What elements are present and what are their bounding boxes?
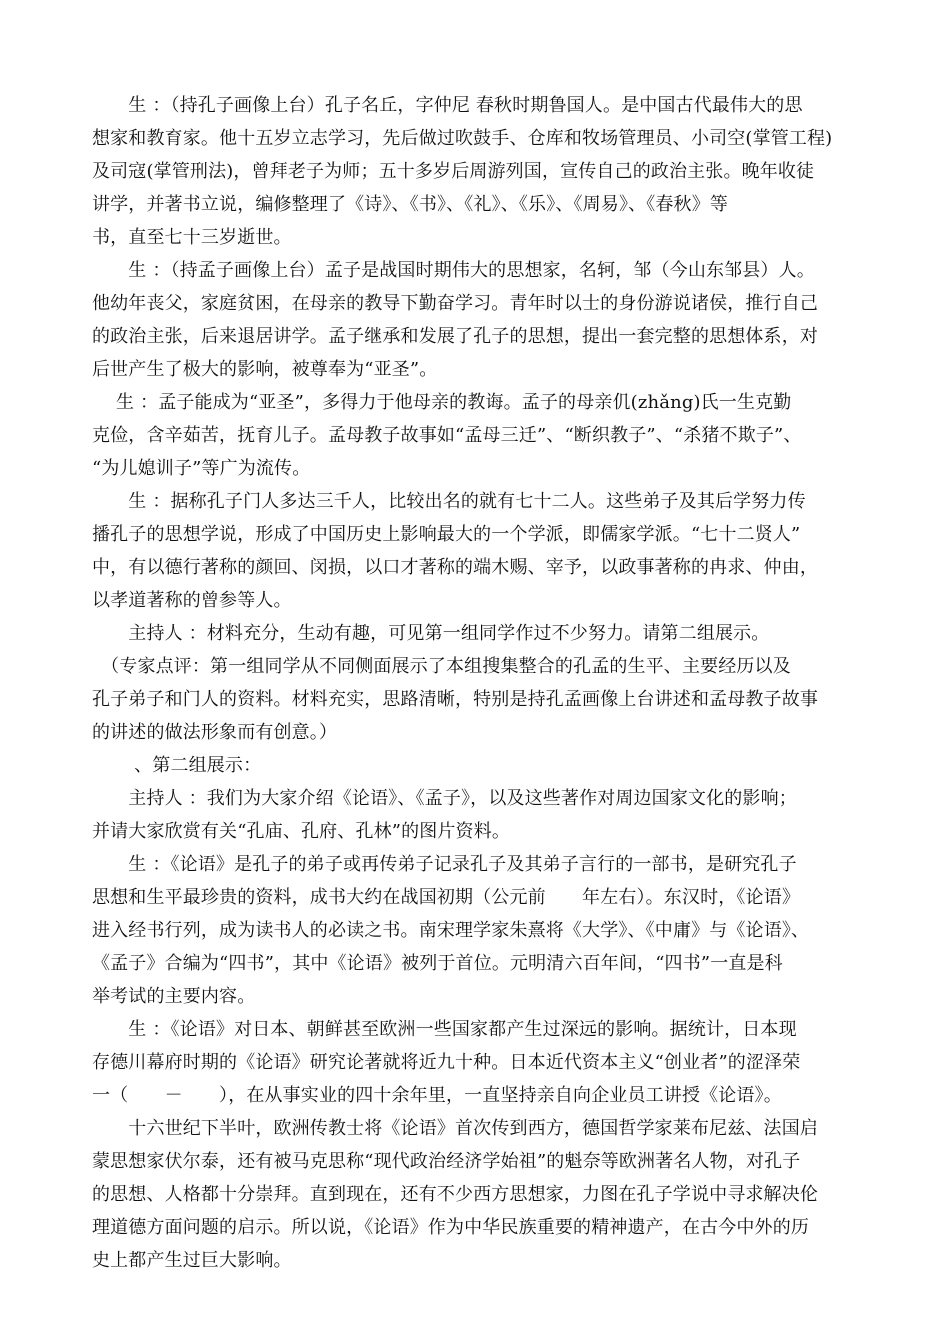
text-line: 孔子弟子和门人的资料。材料充实，思路清晰，特别是持孔孟画像上台讲述和孟母教子故事: [92, 689, 818, 710]
text-line: 后世产生了极大的影响，被尊奉为“亚圣”。: [92, 359, 438, 380]
text-line: 以孝道著称的曾参等人。: [92, 590, 292, 611]
text-line: 讲学，并著书立说，编修整理了《诗》、《书》、《礼》、《乐》、《周易》、《春秋》等: [92, 194, 728, 215]
text-line: 生 ：孟子能成为“亚圣”，多得力于他母亲的教诲。孟子的母亲仉(zhǎng)氏一生克勤: [92, 392, 792, 413]
text-line: 生 ：《论语》对日本、朝鲜甚至欧洲一些国家都产生过深远的影响。据统计，日本现: [92, 1019, 797, 1040]
text-line: （专家点评：第一组同学从不同侧面展示了本组搜集整合的孔孟的生平、主要经历以及: [92, 656, 791, 677]
text-line: 的讲述的做法形象而有创意。）: [92, 722, 338, 743]
text-line: 进入经书行列，成为读书人的必读之书。南宋理学家朱熹将《大学》、《中庸》与《论语》、: [92, 920, 810, 941]
text-line: 生 ：（持孔子画像上台）孔子名丘，字仲尼 春秋时期鲁国人。是中国古代最伟大的思: [92, 95, 803, 116]
text-line: 十六世纪下半叶，欧洲传教士将《论语》首次传到西方，德国哲学家莱布尼兹、法国启: [92, 1118, 818, 1139]
text-line: 克俭，含辛茹苦，抚育儿子。孟母教子故事如“孟母三迁”、“断织教子”、“杀猪不欺子”、: [92, 425, 802, 446]
text-line: 存德川幕府时期的《论语》研究论著就将近九十种。日本近代资本主义“创业者”的涩泽荣: [92, 1052, 801, 1073]
text-line: 并请大家欣赏有关“孔庙、孔府、孔林”的图片资料。: [92, 821, 511, 842]
text-line: 主持人 ：材料充分，生动有趣，可见第一组同学作过不少努力。请第二组展示。: [92, 623, 770, 644]
text-line: 举考试的主要内容。: [92, 986, 256, 1007]
text-line: 及司寇(掌管刑法)，曾拜老子为师；五十多岁后周游列国，宣传自己的政治主张。晚年收徒: [92, 161, 815, 182]
section-heading: 、第二组展示：: [92, 755, 262, 776]
text-line: 一（ － ），在从事实业的四十余年里，一直坚持亲自向企业员工讲授《论语》。: [92, 1085, 782, 1106]
text-line: 书，直至七十三岁逝世。: [92, 227, 292, 248]
text-line: “为儿媳训子”等广为流传。: [92, 458, 311, 479]
text-line: 的政治主张，后来退居讲学。孟子继承和发展了孔子的思想，提出一套完整的思想体系，对: [92, 326, 818, 347]
text-line: 生 ：据称孔子门人多达三千人，比较出名的就有七十二人。这些弟子及其后学努力传: [92, 491, 806, 512]
text-line: 主持人 ：我们为大家介绍《论语》、《孟子》，以及这些著作对周边国家文化的影响；: [92, 788, 797, 809]
text-line: 想家和教育家。他十五岁立志学习，先后做过吹鼓手、仓库和牧场管理员、小司空(掌管工程): [92, 128, 833, 149]
text-line: 他幼年丧父，家庭贫困，在母亲的教导下勤奋学习。青年时以士的身份游说诸侯，推行自己: [92, 293, 818, 314]
text-line: 史上都产生过巨大影响。: [92, 1250, 292, 1271]
text-line: 播孔子的思想学说，形成了中国历史上影响最大的一个学派，即儒家学派。“七十二贤人”: [92, 524, 801, 545]
text-line: 理道德方面问题的启示。所以说，《论语》作为中华民族重要的精神遗产，在古今中外的历: [92, 1217, 809, 1238]
text-line: 思想和生平最珍贵的资料，成书大约在战国初期（公元前 年左右）。东汉时，《论语》: [92, 887, 800, 908]
text-line: 蒙思想家伏尔泰，还有被马克思称“现代政治经济学始祖”的魁奈等欧洲著名人物，对孔子: [92, 1151, 801, 1172]
text-line: 中，有以德行著称的颜回、闵损，以口才著称的端木赐、宰予，以政事著称的冉求、仲由，: [92, 557, 818, 578]
text-line: 生 ：（持孟子画像上台）孟子是战国时期伟大的思想家，名轲，邹（今山东邹县）人。: [92, 260, 815, 281]
text-line: 的思想、人格都十分崇拜。直到现在，还有不少西方思想家，力图在孔子学说中寻求解决伦: [92, 1184, 818, 1205]
text-line: 生 ：《论语》是孔子的弟子或再传弟子记录孔子及其弟子言行的一部书，是研究孔子: [92, 854, 797, 875]
text-line: 《孟子》合编为“四书”，其中《论语》被列于首位。元明清六百年间，“四书”一直是科: [92, 953, 783, 974]
